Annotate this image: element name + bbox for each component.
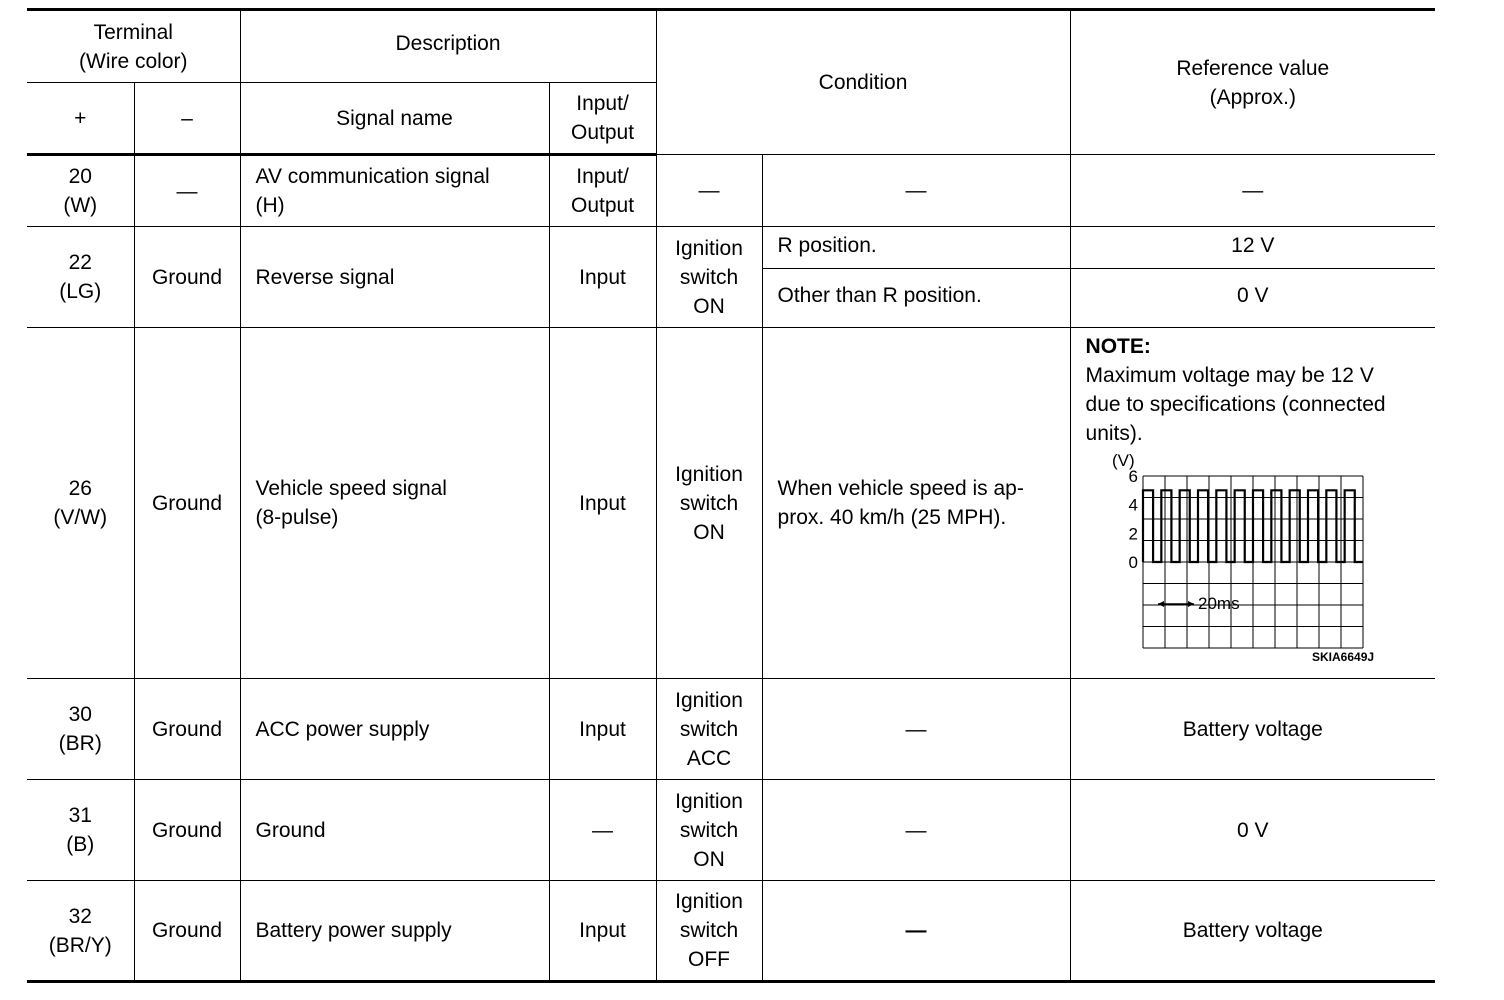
- condition-detail-line-2: prox. 40 km/h (25 MPH).: [777, 506, 1007, 529]
- wire-color: (W): [63, 194, 98, 217]
- scope-y-ticks: [1128, 467, 1137, 572]
- io-cell: Input: [549, 328, 656, 679]
- terminal-cell: [27, 780, 134, 881]
- condition-detail-line-1: When vehicle speed is ap-: [777, 477, 1024, 500]
- scope-waveform: [1143, 490, 1363, 562]
- condition-line-3: OFF: [688, 948, 731, 971]
- signal-cell: [240, 328, 549, 679]
- condition-line-1: Ignition: [675, 890, 743, 913]
- wire-color: (BR): [58, 732, 102, 755]
- wire-color: (BR/Y): [48, 933, 112, 957]
- signal-name-1: Vehicle speed signal: [255, 477, 447, 500]
- condition-line-2: switch: [679, 491, 739, 515]
- scope-y-tick: 6: [1128, 467, 1138, 486]
- condition-cell: [656, 679, 762, 780]
- reference-header: [1070, 10, 1435, 155]
- negative-cell: Ground: [134, 780, 240, 881]
- scope-time-marker: [1158, 601, 1194, 607]
- reference-label-2: (Approx.): [1209, 85, 1296, 109]
- condition-detail-cell: —: [762, 155, 1070, 227]
- note-line-2: due to specifications (connected: [1085, 393, 1386, 416]
- minus-header: –: [134, 83, 240, 155]
- figure-code: SKIA6649J: [1311, 650, 1374, 664]
- table-row: [27, 328, 1435, 679]
- scope-unit-label: (V): [1111, 454, 1135, 470]
- oscilloscope-svg: [1086, 454, 1406, 664]
- terminal-number: 31: [68, 804, 92, 827]
- signal-cell: [240, 155, 549, 227]
- condition-detail-cell: —: [762, 780, 1070, 881]
- condition-line-1: Ignition: [675, 236, 743, 260]
- io-value-2: Output: [570, 194, 635, 217]
- condition-line-2: switch: [679, 265, 739, 289]
- negative-cell: [134, 155, 240, 227]
- condition-detail-cell: R position.: [762, 227, 1070, 269]
- terminal-number: 20: [68, 165, 92, 188]
- condition-detail-cell: Other than R position.: [762, 269, 1070, 328]
- reference-cell: —: [1070, 155, 1435, 227]
- signal-cell: Reverse signal: [240, 227, 549, 328]
- terminal-cell: [27, 881, 134, 982]
- condition-line-1: Ignition: [675, 462, 743, 486]
- reference-label-1: Reference value: [1176, 56, 1330, 80]
- reference-cell: 0 V: [1070, 269, 1435, 328]
- signal-cell: Ground: [240, 780, 549, 881]
- terminal-cell: [27, 227, 134, 328]
- wire-color: (LG): [59, 280, 102, 303]
- condition-detail-cell: —: [762, 881, 1070, 982]
- negative-cell: Ground: [134, 679, 240, 780]
- table-row: [27, 780, 1435, 881]
- terminal-cell: [27, 328, 134, 679]
- table-row: [27, 155, 1435, 227]
- io-header-1: Input/: [576, 92, 629, 115]
- note-line-1: Maximum voltage may be 12 V: [1085, 364, 1374, 387]
- negative-value: —: [176, 179, 198, 203]
- terminal-number: 26: [68, 477, 92, 500]
- condition-cell: [656, 227, 762, 328]
- signal-name-2: (H): [255, 194, 285, 217]
- description-header: Description: [240, 10, 656, 83]
- condition-detail-cell: [762, 328, 1070, 679]
- terminal-number: 32: [68, 904, 92, 928]
- terminal-cell: [27, 679, 134, 780]
- note-line-3: units).: [1085, 422, 1143, 445]
- io-header-2: Output: [570, 121, 635, 144]
- wire-color-label: (Wire color): [79, 49, 188, 73]
- condition-line-1: Ignition: [675, 688, 743, 712]
- terminal-cell: [27, 155, 134, 227]
- terminal-header: [27, 10, 240, 83]
- negative-cell: Ground: [134, 227, 240, 328]
- condition-line-2: switch: [679, 818, 739, 842]
- oscilloscope-figure: [1086, 454, 1426, 672]
- condition-cell: [656, 780, 762, 881]
- condition-cell: [656, 881, 762, 982]
- condition-line-3: ON: [693, 847, 725, 871]
- condition-cell: [656, 328, 762, 679]
- io-cell: Input: [549, 227, 656, 328]
- condition-line-1: Ignition: [675, 789, 743, 813]
- table-row: [27, 881, 1435, 982]
- signal-name-2: (8-pulse): [255, 506, 339, 529]
- condition-line-3: ON: [693, 520, 725, 544]
- negative-cell: Ground: [134, 328, 240, 679]
- scope-y-tick: 4: [1128, 495, 1138, 515]
- io-value-1: Input/: [576, 165, 629, 188]
- reference-cell: 0 V: [1070, 780, 1435, 881]
- scope-y-tick: 2: [1128, 524, 1138, 544]
- terminal-number: 22: [68, 251, 92, 274]
- terminal-spec-table: [27, 8, 1435, 983]
- reference-cell: Battery voltage: [1070, 881, 1435, 982]
- signal-cell: ACC power supply: [240, 679, 549, 780]
- plus-header: +: [27, 83, 134, 155]
- terminal-number: 30: [68, 703, 92, 726]
- reference-cell: Battery voltage: [1070, 679, 1435, 780]
- signal-name-1: AV communication signal: [255, 165, 490, 188]
- condition-cell: —: [656, 155, 762, 227]
- signal-name-header: Signal name: [240, 83, 549, 155]
- condition-line-2: switch: [679, 717, 739, 741]
- condition-line-2: switch: [679, 919, 739, 942]
- io-cell: [549, 155, 656, 227]
- io-cell: —: [549, 780, 656, 881]
- wire-color: (V/W): [53, 506, 108, 529]
- negative-cell: Ground: [134, 881, 240, 982]
- condition-line-3: ON: [693, 294, 725, 318]
- terminal-label: Terminal: [93, 20, 173, 44]
- table-row: [27, 679, 1435, 780]
- io-header: [549, 83, 656, 155]
- reference-note-cell: [1070, 328, 1435, 679]
- condition-header: Condition: [656, 10, 1070, 155]
- reference-cell: 12 V: [1070, 227, 1435, 269]
- scope-time-label: 20ms: [1197, 594, 1240, 613]
- wire-color: (B): [66, 833, 95, 856]
- condition-detail-cell: —: [762, 679, 1070, 780]
- condition-line-3: ACC: [686, 746, 732, 770]
- note-title: NOTE:: [1085, 335, 1151, 358]
- io-cell: Input: [549, 679, 656, 780]
- scope-y-tick: 0: [1128, 553, 1138, 572]
- signal-cell: Battery power supply: [240, 881, 549, 982]
- io-cell: Input: [549, 881, 656, 982]
- table-row: [27, 227, 1435, 269]
